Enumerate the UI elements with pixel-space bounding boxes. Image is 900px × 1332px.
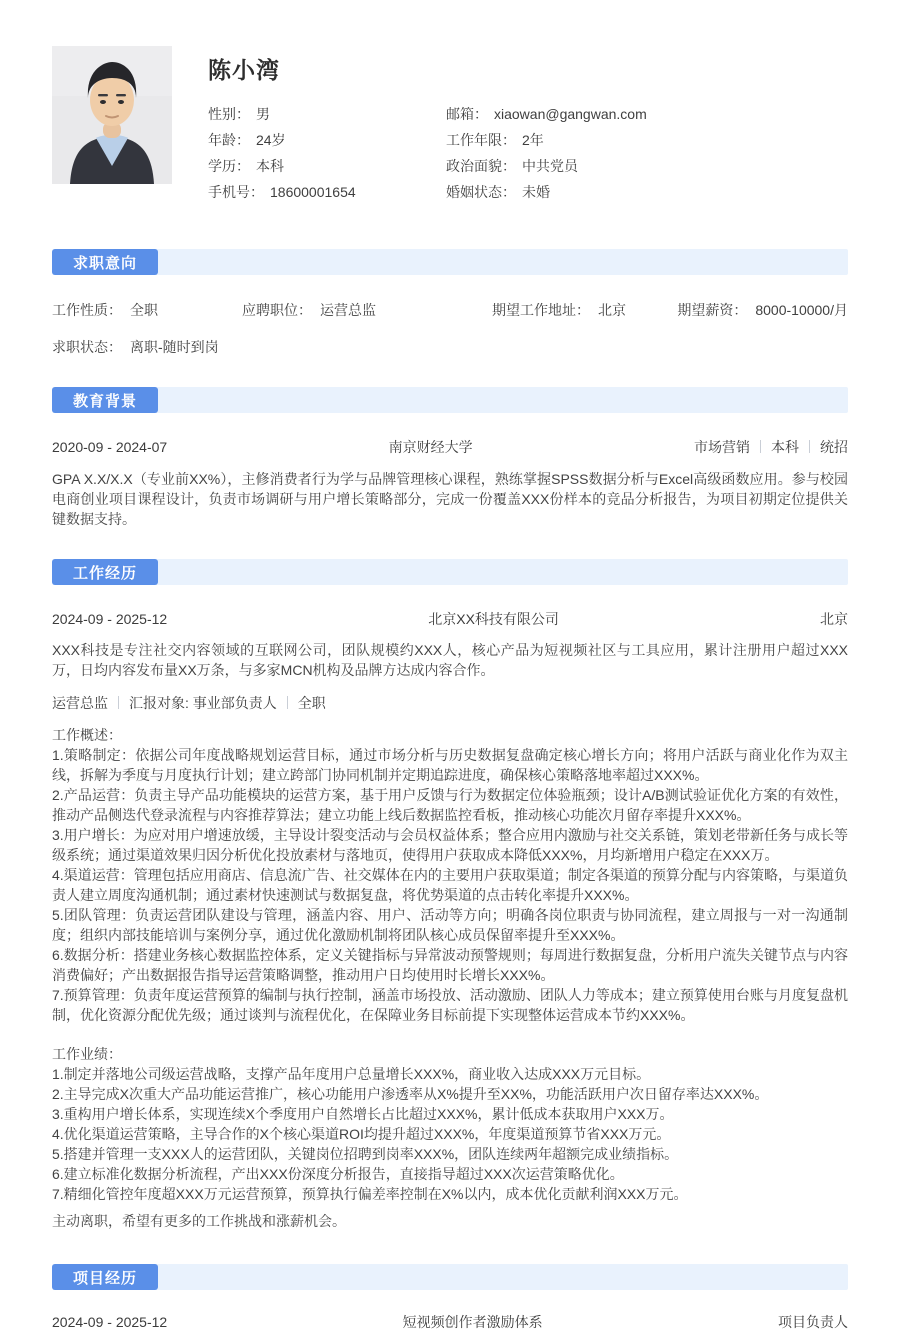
education-period: 2020-09 - 2024-07 [52,439,168,455]
achievement-item: 2.主导完成X次重大产品功能运营推广，核心功能用户渗透率从X%提升至XX%，功能活跃用户次日留存率达XXX%。 [52,1086,769,1102]
work-overview-block [52,725,848,1025]
work-achievement-block [52,1044,848,1204]
overview-item: 7.预算管理：负责年度运营预算的编制与执行控制，涵盖市场投放、活动激励、团队人力等成本；建立预算使用台账与月度复盘机制，优化资源分配优先级；通过谈判与流程优化，在保障业务目标前提下实现整体运营成本节约XXX%。 [52,987,848,1023]
info-age: 年龄： 24岁 [208,132,286,148]
info-political-status: 政治面貌： 中共党员 [446,158,578,174]
education-tags [694,437,848,457]
expected-salary: 期望薪资： 8000-10000/月 [677,302,848,318]
portrait-illustration [52,46,172,184]
overview-item: 2.产品运营：负责主导产品功能模块的运营方案，基于用户反馈与行为数据定位体验瓶颈；设计A/B测试验证优化方案的有效性，推动产品侧迭代登录流程与内容推荐算法；建立功能上线后数据监控看板，推动核心功能次月留存率提升XXX%。 [52,787,848,823]
divider [118,696,119,709]
work-achievement-title: 工作业绩： [52,1046,122,1062]
major: 市场营销 [694,439,750,455]
overview-item: 3.用户增长：为应对用户增速放缓，主导设计裂变活动与会员权益体系；整合应用内激励与社交关系链，策划老带新任务与成长等级系统；通过渠道效果归因分析优化投放素材与落地页，使得用户获取成本降低XXX%，月均新增用户稳定在XXX万。 [52,827,848,863]
section-bar-work [52,559,848,585]
section-bar-education [52,387,848,413]
job-status-row: 求职状态： 离职-随时到岗 [52,339,219,355]
achievement-item: 5.搭建并管理一支XXX人的运营团队，关键岗位招聘到岗率XXX%，团队连续两年超额完成业绩指标。 [52,1146,679,1162]
section-bar-job-intention [52,249,848,275]
report-to: 汇报对象: 事业部负责人 [129,695,277,711]
leave-reason: 主动离职，希望有更多的工作挑战和涨薪机会。 [52,1213,346,1229]
section-title-job-intention: 求职意向 [52,249,158,275]
info-marital-status: 婚姻状态： 未婚 [446,184,550,200]
spacer [52,1025,848,1044]
profile-photo [52,46,172,184]
section-bar-project [52,1264,848,1290]
expected-location: 期望工作地址： 北京 [492,302,626,318]
achievement-item: 3.重构用户增长体系，实现连续X个季度用户自然增长占比超过XXX%，累计低成本获取用户XXX万。 [52,1106,674,1122]
project-row [52,1312,848,1332]
overview-item: 4.渠道运营：管理包括应用商店、信息流广告、社交媒体在内的主要用户获取渠道；制定各渠道的预算分配与内容策略，与渠道负责人建立周度沟通机制；通过素材快速测试与数据复盘，将优势渠道的点击转化率提升XXX%。 [52,867,848,903]
header-info [208,46,848,205]
project-name: 短视频创作者激励体系 [402,1314,543,1330]
section-title-education: 教育背景 [52,387,158,413]
company-name: 北京XX科技有限公司 [428,611,559,627]
work-period: 2024-09 - 2025-12 [52,611,168,627]
project-period: 2024-09 - 2025-12 [52,1314,168,1330]
basic-info-grid [208,101,848,205]
info-gender: 性别： 男 [208,106,270,122]
divider [760,440,761,453]
position-title: 运营总监 [52,695,108,711]
divider [287,696,288,709]
position-meta-row [52,693,848,713]
candidate-name: 陈小湾 [208,57,280,83]
info-email: 邮箱： xiaowan@gangwan.com [446,106,647,122]
work-location: 北京 [820,611,848,627]
info-education: 学历： 本科 [208,158,284,174]
education-description: GPA X.X/X.X（专业前XX%），主修消费者行为学与品牌管理核心课程，熟练掌握SPSS数据分析与Excel高级函数应用。参与校园电商创业项目课程设计，负责市场调研与用户增长策略部分，完成一份覆盖XXX份样本的竞品分析报告，为项目初期定位提供关键数据支持。 [52,471,848,527]
degree: 本科 [771,439,799,455]
enrollment-type: 统招 [820,439,848,455]
project-role: 项目负责人 [778,1314,848,1330]
target-position: 应聘职位： 运营总监 [242,302,376,318]
job-intention-row [52,300,848,320]
achievement-item: 1.制定并落地公司级运营战略，支撑产品年度用户总量增长XXX%，商业收入达成XXX万元目标。 [52,1066,651,1082]
section-title-work: 工作经历 [52,559,158,585]
job-type: 全职 [297,695,326,711]
divider [809,440,810,453]
achievement-item: 7.精细化管控年度超XXX万元运营预算，预算执行偏差率控制在X%以内，成本优化贡献利润XXX万元。 [52,1186,688,1202]
info-phone: 手机号： 18600001654 [208,184,356,200]
overview-item: 6.数据分析：搭建业务核心数据监控体系，定义关键指标与异常波动预警规则；每周进行数据复盘，分析用户流失关键节点与内容消费偏好；产出数据报告指导运营策略调整，推动用户日均使用时长增长XXX%。 [52,947,848,983]
overview-item: 5.团队管理：负责运营团队建设与管理，涵盖内容、用户、活动等方向；明确各岗位职责与协同流程，建立周报与一对一沟通制度；组织内部技能培训与案例分享，通过优化激励机制将团队核心成员保留率提升至XXX%。 [52,907,848,943]
job-nature: 工作性质： 全职 [52,302,158,318]
section-title-project: 项目经历 [52,1264,158,1290]
school-name: 南京财经大学 [388,439,473,455]
info-work-years: 工作年限： 2年 [446,132,544,148]
education-row [52,437,848,457]
achievement-item: 6.建立标准化数据分析流程，产出XXX份深度分析报告，直接指导超过XXX次运营策略优化。 [52,1166,624,1182]
company-intro: XXX科技是专注社交内容领域的互联网公司，团队规模约XXX人，核心产品为短视频社区与工具应用，累计注册用户超过XXX万，日均内容发布量XX万条，与多家MCN机构及品牌方达成内容合作。 [52,642,848,678]
achievement-item: 4.优化渠道运营策略，主导合作的X个核心渠道ROI均提升超过XXX%，年度渠道预算节省XXX万元。 [52,1126,671,1142]
resume-header [52,46,848,205]
work-overview-title: 工作概述： [52,727,122,743]
overview-item: 1.策略制定：依据公司年度战略规划运营目标，通过市场分析与历史数据复盘确定核心增长方向；将用户活跃与商业化作为双主线，拆解为季度与月度执行计划；建立跨部门协同机制并定期追踪进度，确保核心策略落地率超过XXX%。 [52,747,848,783]
work-row [52,609,848,629]
